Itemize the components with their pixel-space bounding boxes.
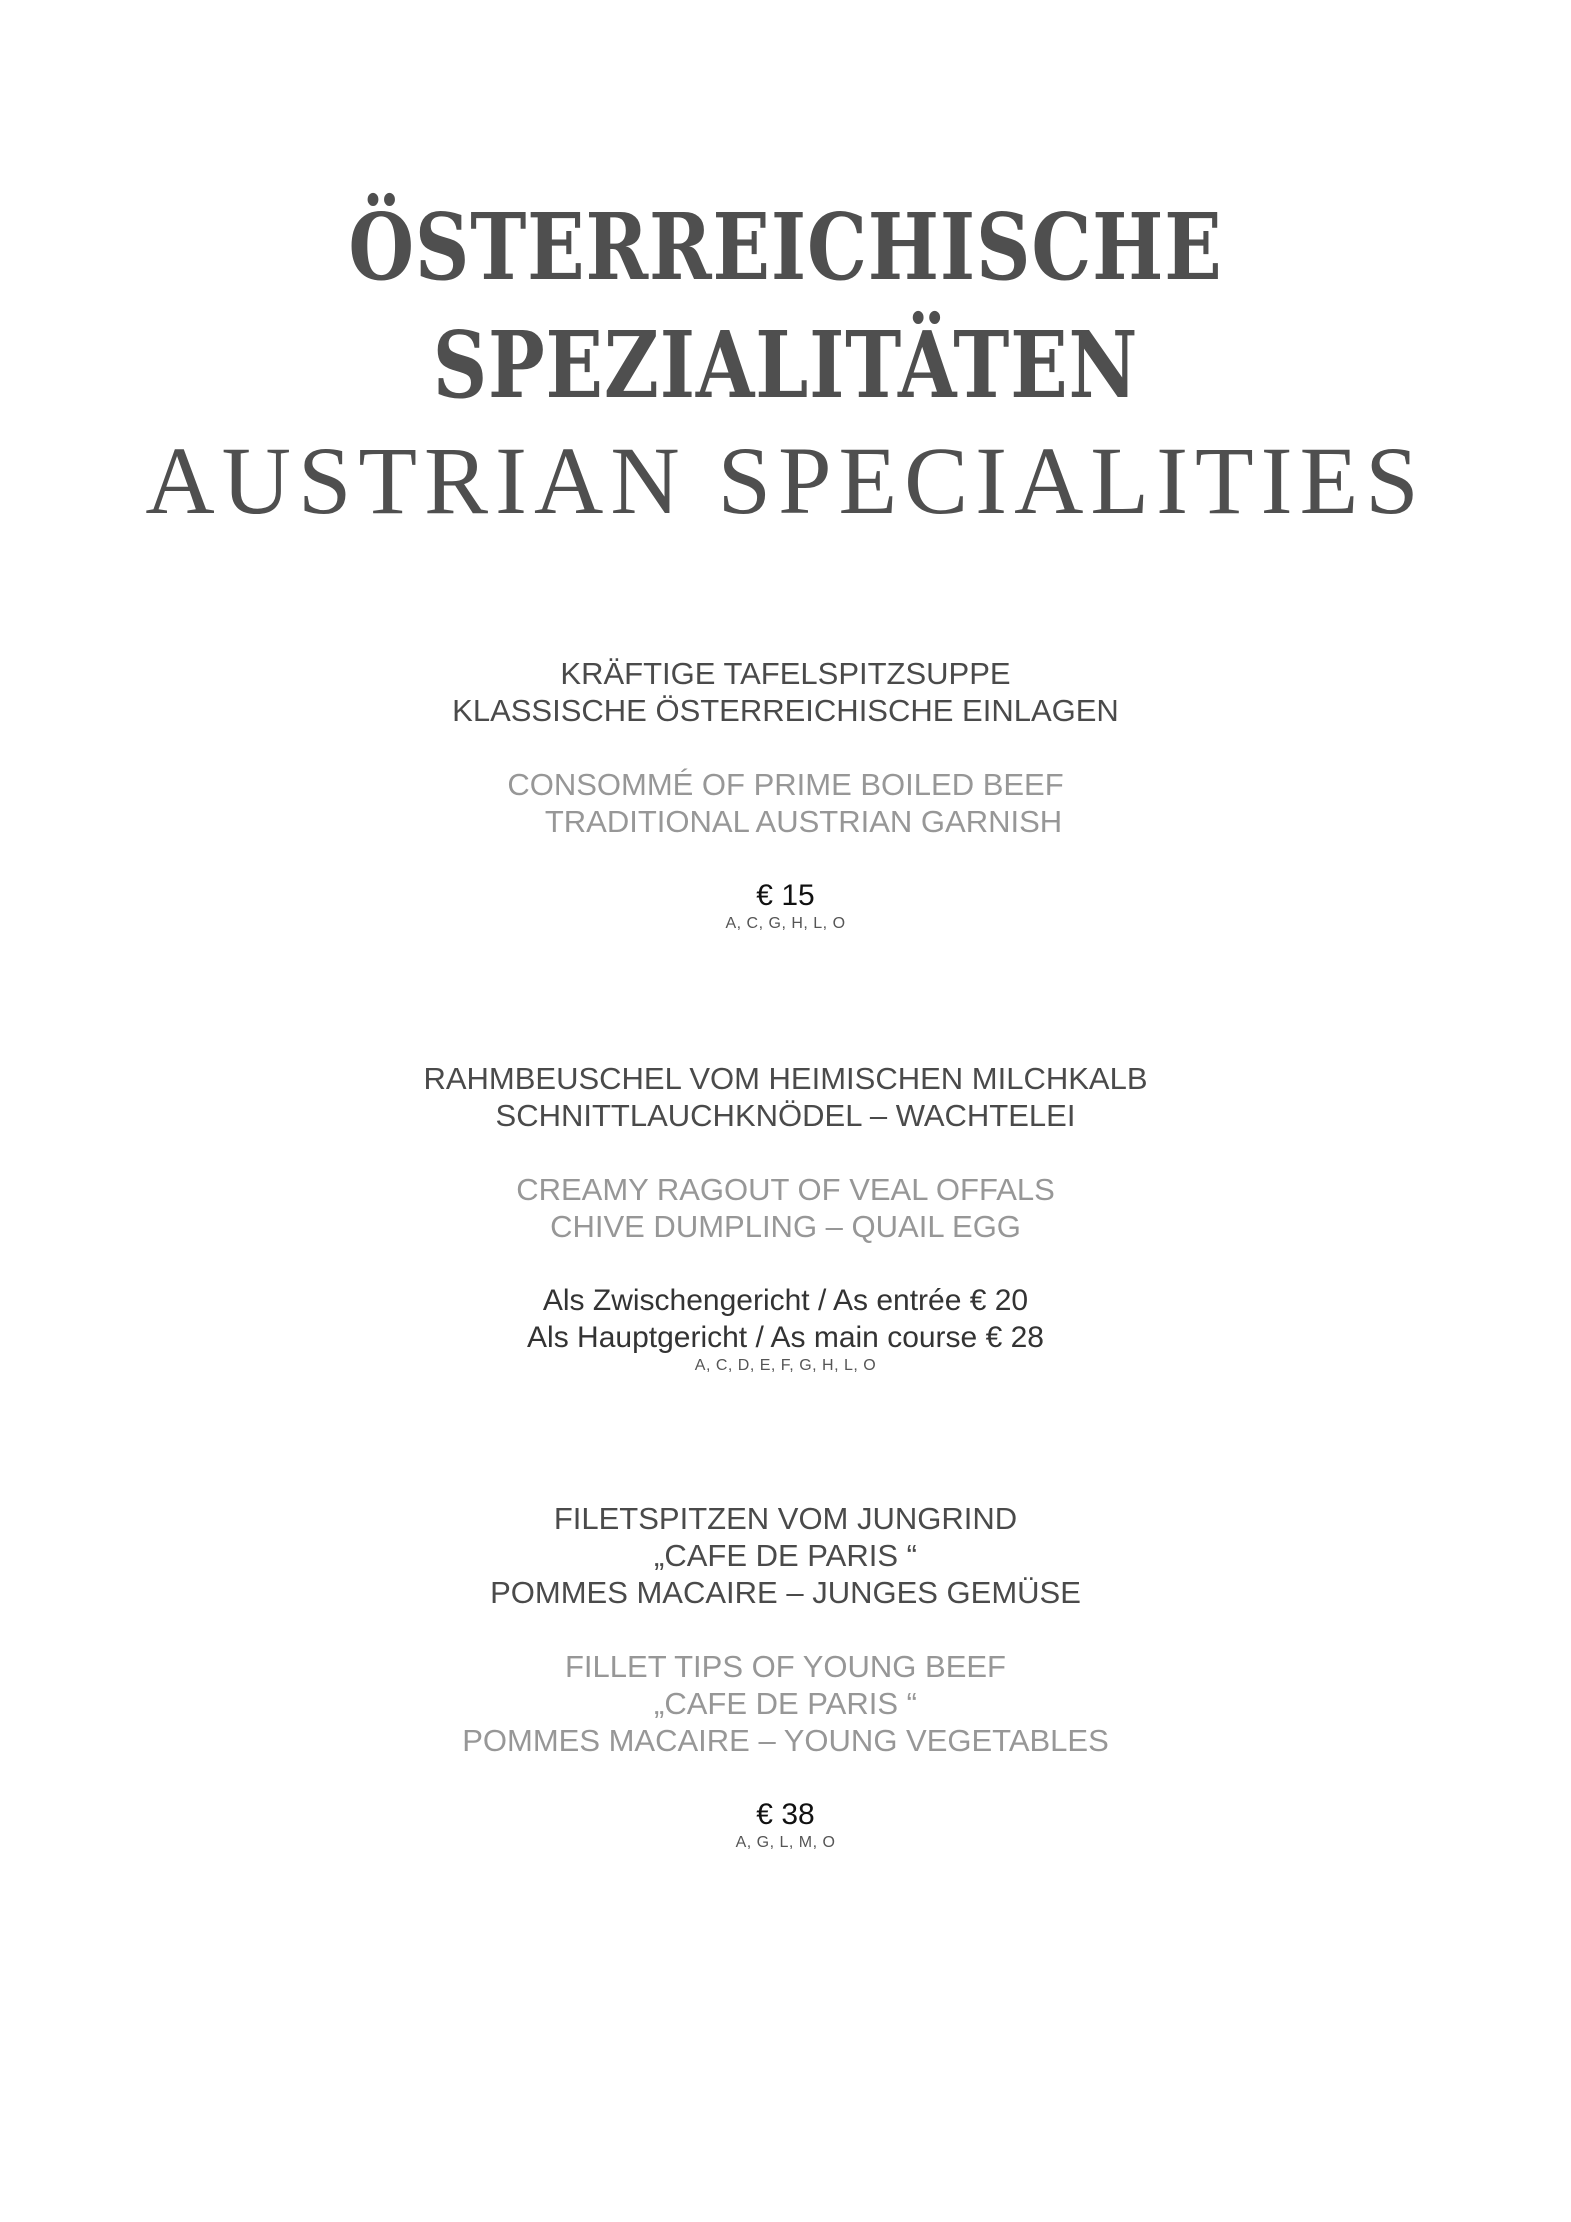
dish-name-german: KRÄFTIGE TAFELSPITZSUPPE	[560, 656, 1011, 691]
dish-sauce-german: „CAFE DE PARIS “	[654, 1538, 917, 1573]
title-german-line-1: ÖSTERREICHISCHE	[348, 193, 1223, 301]
page-title	[0, 188, 1571, 536]
dish-price: € 38	[756, 1798, 815, 1831]
title-english: AUSTRIAN SPECIALITIES	[145, 427, 1426, 534]
dish-name-german: RAHMBEUSCHEL VOM HEIMISCHEN MILCHKALB	[423, 1061, 1148, 1096]
dish-description-english: TRADITIONAL AUSTRIAN GARNISH	[544, 804, 1063, 839]
dish-price-starter: Als Zwischengericht / As entrée € 20	[542, 1284, 1029, 1317]
dish-allergens: A, C, D, E, F, G, H, L, O	[694, 1357, 877, 1374]
dish-description-german: SCHNITTLAUCHKNÖDEL – WACHTELEI	[495, 1098, 1076, 1133]
dish-allergens: A, G, L, M, O	[735, 1834, 836, 1851]
dish-name-english: CONSOMMÉ OF PRIME BOILED BEEF	[507, 767, 1064, 802]
title-german-line-2: SPEZIALITÄTEN	[432, 311, 1139, 419]
dish-filetspitzen	[0, 1500, 1571, 1853]
dish-price-main: Als Hauptgericht / As main course € 28	[527, 1321, 1044, 1354]
dish-description-english: POMMES MACAIRE – YOUNG VEGETABLES	[462, 1723, 1109, 1758]
dish-description-german: KLASSISCHE ÖSTERREICHISCHE EINLAGEN	[452, 693, 1119, 728]
dish-name-english: CREAMY RAGOUT OF VEAL OFFALS	[516, 1172, 1055, 1207]
dish-price: € 15	[756, 879, 815, 912]
dish-name-english: FILLET TIPS OF YOUNG BEEF	[564, 1649, 1006, 1684]
dish-rahmbeuschel	[0, 1060, 1571, 1376]
dish-description-english: CHIVE DUMPLING – QUAIL EGG	[550, 1209, 1021, 1244]
dish-allergens: A, C, G, H, L, O	[725, 915, 846, 932]
dish-description-german: POMMES MACAIRE – JUNGES GEMÜSE	[490, 1575, 1081, 1610]
dish-sauce-english: „CAFE DE PARIS “	[654, 1686, 917, 1721]
dish-name-german: FILETSPITZEN VOM JUNGRIND	[553, 1501, 1018, 1536]
dish-tafelspitzsuppe	[0, 655, 1571, 934]
